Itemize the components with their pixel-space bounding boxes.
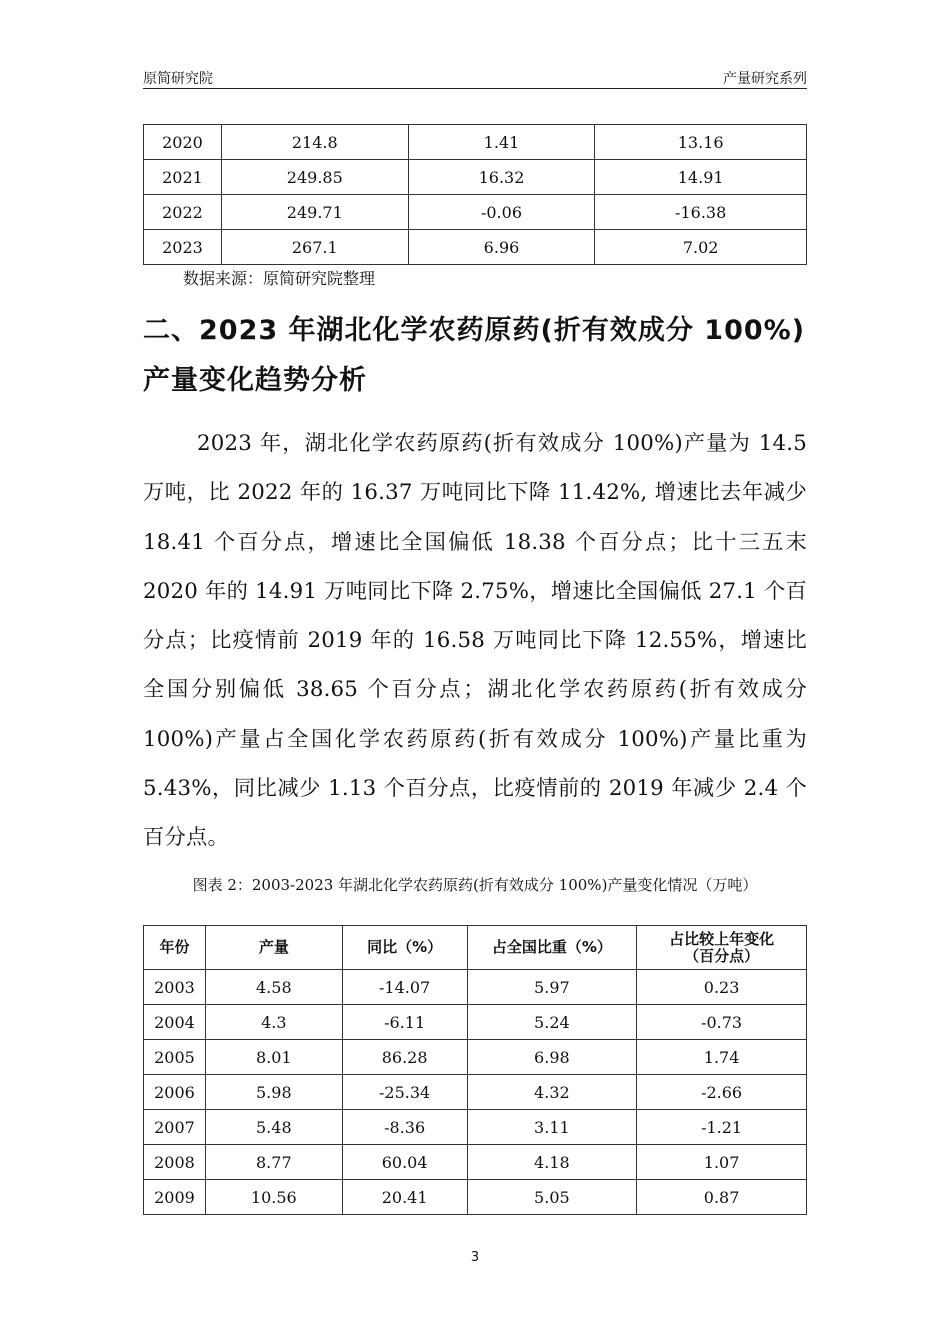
table-cell: -16.38 xyxy=(595,195,807,230)
table-cell: 249.71 xyxy=(221,195,408,230)
column-header: 年份 xyxy=(144,926,206,970)
table-cell: 8.01 xyxy=(205,1040,342,1075)
analysis-paragraph: 2023 年，湖北化学农药原药(折有效成分 100%)产量为 14.5 万吨，比 2022 年的 16.37 万吨同比下降 11.42%, 增速比去年减少 18.41 个百分点，增速比全国偏低 18.38 个百分点；比十三五末 2020 年的 14.91 万吨同比下降 2.75%，增速比全国偏低 27.1 个百分点；比疫情前 2019 年的 16.58 万吨同比下降 12.55%，增速比全国分别偏低 38.65 个百分点；湖北化学农药原药(折有效成分 100%)产量占全国化学农药原药(折有效成分 100%)产量比重为 5.43%，同比减少 1.13 个百分点，比疫情前的 2019 年减少 2.4 个百分点。 xyxy=(143,431,807,851)
table-row xyxy=(144,1075,807,1110)
column-header: 产量 xyxy=(205,926,342,970)
table-cell: 2004 xyxy=(144,1005,206,1040)
table-cell: 2003 xyxy=(144,970,206,1005)
table-row xyxy=(144,125,807,160)
data-source-note: 数据来源：原简研究院整理 xyxy=(183,269,376,288)
table-row xyxy=(144,1110,807,1145)
table-cell: 5.05 xyxy=(467,1180,637,1215)
table-cell: -8.36 xyxy=(342,1110,467,1145)
table-cell: 8.77 xyxy=(205,1145,342,1180)
table-cell: -1.21 xyxy=(637,1110,807,1145)
table-row xyxy=(144,1145,807,1180)
table-cell: 5.97 xyxy=(467,970,637,1005)
table-cell: 2023 xyxy=(144,230,222,265)
table-cell: 2020 xyxy=(144,125,222,160)
table-cell: 4.32 xyxy=(467,1075,637,1110)
table-header-row xyxy=(144,926,807,970)
column-header: 占全国比重（%） xyxy=(467,926,637,970)
table-row xyxy=(144,160,807,195)
table-cell: 2021 xyxy=(144,160,222,195)
table-caption: 图表 2：2003-2023 年湖北化学农药原药(折有效成分 100%)产量变化情况（万吨） xyxy=(192,876,758,894)
table-cell: 2007 xyxy=(144,1110,206,1145)
production-table xyxy=(143,925,807,1215)
header-org-name: 原简研究院 xyxy=(143,71,213,87)
section-title: 二、2023 年湖北化学农药原药(折有效成分 100%)产量变化趋势分析 xyxy=(143,315,806,396)
page-header xyxy=(143,66,807,89)
table-cell: 13.16 xyxy=(595,125,807,160)
table-cell: 2006 xyxy=(144,1075,206,1110)
table-cell: 4.58 xyxy=(205,970,342,1005)
table-cell: -2.66 xyxy=(637,1075,807,1110)
table-cell: -14.07 xyxy=(342,970,467,1005)
table-cell: 4.18 xyxy=(467,1145,637,1180)
table-cell: 5.24 xyxy=(467,1005,637,1040)
table-cell: 2022 xyxy=(144,195,222,230)
table-cell: 249.85 xyxy=(221,160,408,195)
table-cell: 20.41 xyxy=(342,1180,467,1215)
table-cell: 2008 xyxy=(144,1145,206,1180)
column-header: 同比（%） xyxy=(342,926,467,970)
table-cell: 1.74 xyxy=(637,1040,807,1075)
column-header: 占比较上年变化（百分点） xyxy=(637,926,807,970)
table-row xyxy=(144,195,807,230)
table-cell: 10.56 xyxy=(205,1180,342,1215)
table-row xyxy=(144,230,807,265)
table-cell: 4.3 xyxy=(205,1005,342,1040)
table-cell: 5.98 xyxy=(205,1075,342,1110)
table-cell: 1.41 xyxy=(408,125,595,160)
table-cell: 7.02 xyxy=(595,230,807,265)
table-cell: 86.28 xyxy=(342,1040,467,1075)
table-cell: 2009 xyxy=(144,1180,206,1215)
table-row xyxy=(144,1180,807,1215)
table-cell: 6.98 xyxy=(467,1040,637,1075)
table-cell: 0.23 xyxy=(637,970,807,1005)
table-cell: -6.11 xyxy=(342,1005,467,1040)
table-cell: 0.87 xyxy=(637,1180,807,1215)
table-row xyxy=(144,1005,807,1040)
table-cell: 267.1 xyxy=(221,230,408,265)
header-series-name: 产量研究系列 xyxy=(723,71,807,87)
table-cell: 60.04 xyxy=(342,1145,467,1180)
page-number: 3 xyxy=(470,1250,480,1265)
table-cell: 2005 xyxy=(144,1040,206,1075)
table-cell: -25.34 xyxy=(342,1075,467,1110)
table-row xyxy=(144,970,807,1005)
table-cell: 5.48 xyxy=(205,1110,342,1145)
table-cell: 6.96 xyxy=(408,230,595,265)
table-cell: 14.91 xyxy=(595,160,807,195)
table-cell: 214.8 xyxy=(221,125,408,160)
table-cell: 16.32 xyxy=(408,160,595,195)
table-cell: -0.73 xyxy=(637,1005,807,1040)
table-cell: -0.06 xyxy=(408,195,595,230)
table-cell: 1.07 xyxy=(637,1145,807,1180)
table-row xyxy=(144,1040,807,1075)
table-cell: 3.11 xyxy=(467,1110,637,1145)
production-table-continued xyxy=(143,124,807,265)
